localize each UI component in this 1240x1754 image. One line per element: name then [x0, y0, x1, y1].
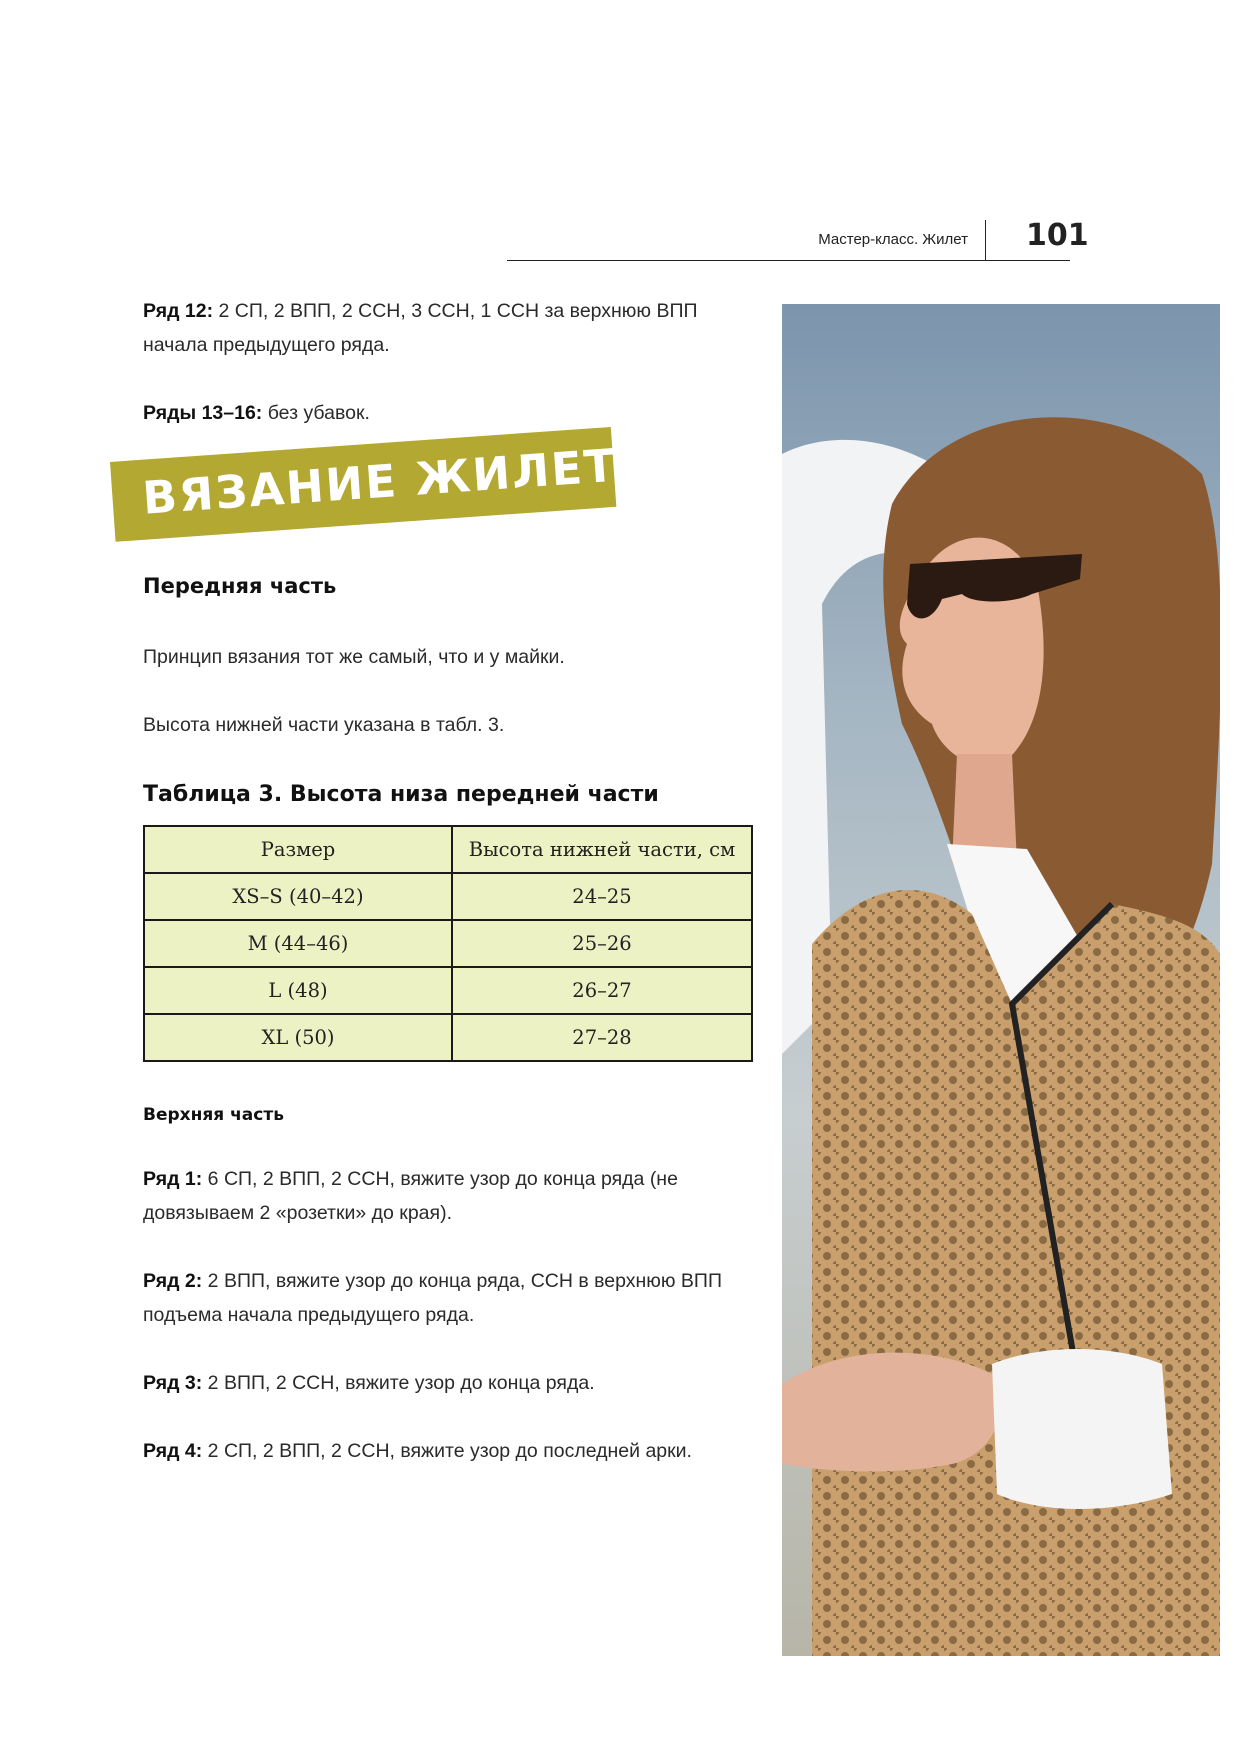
upper-row-3-paragraph — [143, 1366, 763, 1400]
row-text: 2 СП, 2 ВПП, 2 ССН, вяжите узор до последней арки. — [202, 1440, 692, 1462]
row-text: без убавок. — [262, 402, 370, 424]
column-header: Размер — [144, 826, 452, 873]
table-header-row — [144, 826, 752, 873]
table-row — [144, 967, 752, 1014]
row-label: Ряд 1: — [143, 1168, 203, 1190]
header-divider — [985, 220, 986, 260]
height-cell: 24–25 — [452, 873, 752, 920]
section-banner — [110, 427, 656, 542]
row-label: Ряд 3: — [143, 1372, 203, 1394]
table-caption: Таблица 3. Высота низа передней части — [143, 782, 659, 807]
front-paragraph-1: Принцип вязания тот же самый, что и у майки. — [143, 646, 565, 668]
table-row — [144, 873, 752, 920]
section-title: ВЯЗАНИЕ ЖИЛЕТА — [140, 436, 656, 525]
row-text: 2 СП, 2 ВПП, 2 ССН, 3 ССН, 1 ССН за верхнюю ВПП начала предыдущего ряда. — [143, 300, 698, 356]
upper-heading: Верхняя часть — [143, 1105, 284, 1125]
height-cell: 25–26 — [452, 920, 752, 967]
rows-13-16-paragraph — [143, 396, 763, 430]
photo-illustration — [782, 304, 1220, 1656]
upper-row-1-paragraph — [143, 1162, 763, 1230]
column-header: Высота нижней части, см — [452, 826, 752, 873]
height-cell: 27–28 — [452, 1014, 752, 1061]
front-heading: Передняя часть — [143, 574, 337, 598]
row-text: 2 ВПП, 2 ССН, вяжите узор до конца ряда. — [202, 1372, 595, 1394]
table-row — [144, 1014, 752, 1061]
upper-row-2-paragraph — [143, 1264, 763, 1332]
row-label: Ряд 2: — [143, 1270, 203, 1292]
size-table — [143, 825, 753, 1062]
front-paragraph-2: Высота нижней части указана в табл. 3. — [143, 714, 505, 736]
model-photo — [782, 304, 1220, 1656]
row-label: Ряды 13–16: — [143, 402, 263, 424]
row-12-paragraph — [143, 294, 763, 362]
size-cell: XL (50) — [144, 1014, 452, 1061]
height-cell: 26–27 — [452, 967, 752, 1014]
row-text: 6 СП, 2 ВПП, 2 ССН, вяжите узор до конца ряда (не довязываем 2 «розетки» до края). — [143, 1168, 678, 1224]
row-text: 2 ВПП, вяжите узор до конца ряда, ССН в верхнюю ВПП подъема начала предыдущего ряда. — [143, 1270, 722, 1326]
size-cell: L (48) — [144, 967, 452, 1014]
running-head: Мастер-класс. Жилет — [818, 231, 968, 248]
table-row — [144, 920, 752, 967]
header-rule — [507, 260, 1070, 261]
row-label: Ряд 12: — [143, 300, 214, 322]
upper-row-4-paragraph — [143, 1434, 783, 1468]
page-number: 101 — [1026, 218, 1089, 253]
size-cell: M (44–46) — [144, 920, 452, 967]
size-cell: XS–S (40–42) — [144, 873, 452, 920]
row-label: Ряд 4: — [143, 1440, 203, 1462]
